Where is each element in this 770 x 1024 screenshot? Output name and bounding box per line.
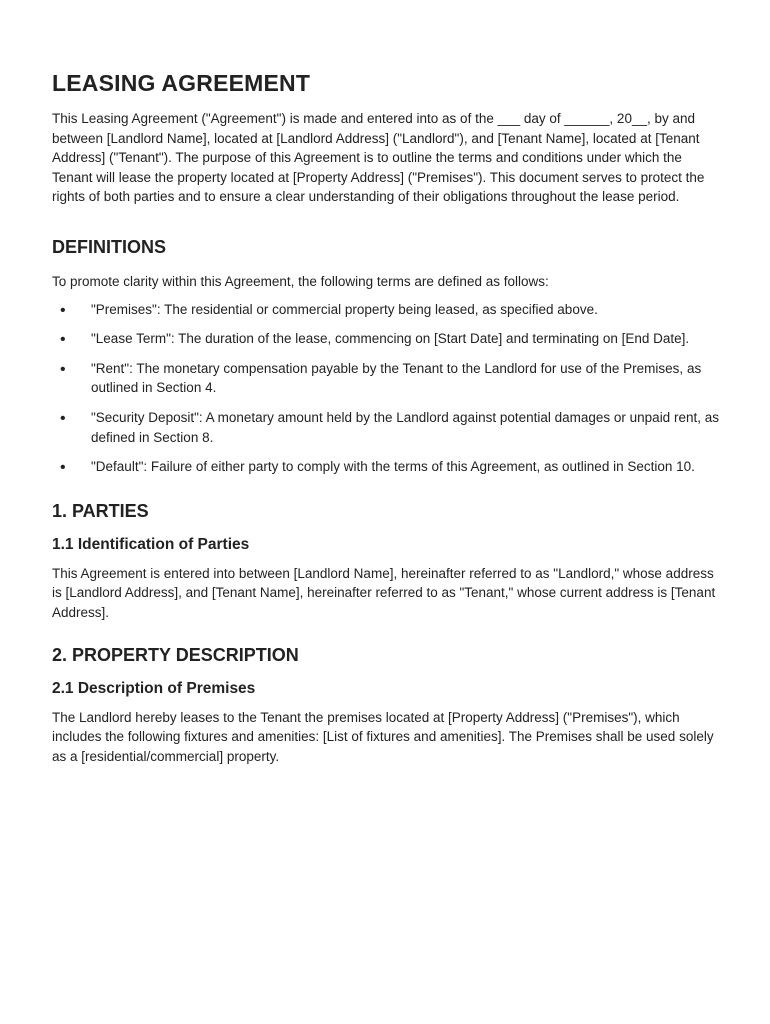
definition-item: • "Default": Failure of either party to comply with the terms of this Agreement, as outlined in Section 10. xyxy=(52,457,724,477)
definitions-list xyxy=(52,300,724,477)
definition-item: • "Premises": The residential or commercial property being leased, as specified above. xyxy=(52,300,724,320)
document-title: LEASING AGREEMENT xyxy=(52,70,311,96)
definitions-heading: DEFINITIONS xyxy=(52,236,167,257)
definition-item: • "Security Deposit": A monetary amount held by the Landlord against potential damages or unpaid rent, as defined in Section 8. xyxy=(52,408,724,447)
section-property-description xyxy=(52,645,724,767)
document-content xyxy=(52,70,724,788)
subsection-heading: 2.1 Description of Premises xyxy=(52,679,256,697)
definitions-intro: To promote clarity within this Agreement, the following terms are defined as follows: xyxy=(52,273,549,289)
section-heading: 2. PROPERTY DESCRIPTION xyxy=(52,644,299,665)
definition-item: • "Rent": The monetary compensation payable by the Tenant to the Landlord for use of the Premises, as outlined in Section 4. xyxy=(52,359,724,398)
intro-paragraph: This Leasing Agreement ("Agreement") is made and entered into as of the ___ day of ______, 20__, by and between [Landlord Name], located at [Landlord Address] ("Landlord"), and [Tenant Name], located at [Tenant Address] ("Tenant"). The purpose of this Agreement is to outline the terms and conditions under which the Tenant will lease the property located at [Property Address] ("Premises"). This document serves to protect the rights of both parties and to ensure a clear understanding of their obligations throughout the lease period. xyxy=(52,111,705,205)
section-body: The Landlord hereby leases to the Tenant the premises located at [Property Address] ("Premises"), which includes the following fixtures and amenities: [List of fixtures and amenities]. The Premises shall be used solely as a [residential/commercial] property. xyxy=(52,709,714,764)
definition-item: • "Lease Term": The duration of the lease, commencing on [Start Date] and terminating on [End Date]. xyxy=(52,329,724,349)
section-heading: 1. PARTIES xyxy=(52,500,149,521)
subsection-heading: 1.1 Identification of Parties xyxy=(52,535,250,553)
section-parties xyxy=(52,501,724,623)
section-body: This Agreement is entered into between [Landlord Name], hereinafter referred to as "Landlord," whose address is [Landlord Address], and [Tenant Name], hereinafter referred to as "Tenant," whose current address is [Tenant Address]. xyxy=(52,565,716,620)
